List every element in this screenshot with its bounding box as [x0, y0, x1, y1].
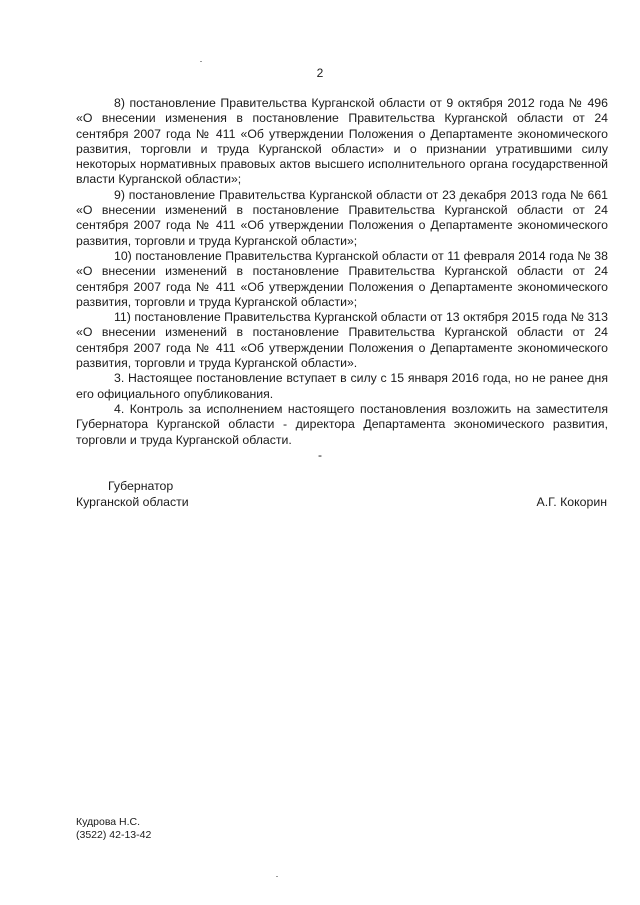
list-item: 8) постановление Правительства Курганской области от 9 октября 2012 года № 496 «О внесении изменения в постановление Правительства Курганской области от 24 сентября 2007 года № 411 «Об утверждении Положения о Департаменте экономического развития, торговли и труда Курганской области» и о признании утратившими силу некоторых нормативных правовых актов высшего исполнительного органа государственной власти Курганской области»;: [76, 96, 608, 187]
signatory-title: [76, 479, 189, 510]
document-body: [76, 96, 608, 448]
executor-name: Кудрова Н.С.: [76, 816, 141, 828]
clause-4: 4. Контроль за исполнением настоящего постановления возложить на заместителя Губернатора Курганской области - директора Департамента экономического развития, торговли и труда Курганской области.: [76, 401, 608, 447]
clause-3: 3. Настоящее постановление вступает в силу с 15 января 2016 года, но не ранее дня его официального опубликования.: [76, 371, 608, 401]
signatory-title-line1: Губернатор: [108, 479, 174, 493]
scan-speck: [200, 61, 202, 62]
list-item: 10) постановление Правительства Курганской области от 11 февраля 2014 года № 38 «О внесении изменений в постановление Правительства Курганской области от 24 сентября 2007 года № 411 «Об утверждении Положения о Департаменте экономического развития, торговли и труда Курганской области»;: [76, 248, 608, 309]
signatory-name: А.Г. Кокорин: [536, 495, 607, 509]
scan-speck: [276, 876, 278, 877]
list-item: 9) постановление Правительства Курганской области от 23 декабря 2013 года № 661 «О внесении изменений в постановление Правительства Курганской области от 24 сентября 2007 года № 411 «Об утверждении Положения о Департаменте экономического развития, торговли и труда Курганской области»;: [76, 187, 608, 248]
signatory-title-line2: Курганской области: [76, 494, 189, 509]
list-item: 11) постановление Правительства Курганской области от 13 октября 2015 года № 313 «О внесении изменений в постановление Правительства Курганской области от 24 сентября 2007 года № 411 «Об утверждении Положения о Департаменте экономического развития, торговли и труда Курганской области».: [76, 310, 608, 371]
separator-mark: -: [318, 448, 322, 462]
page-number: 2: [316, 66, 324, 80]
executor-phone: (3522) 42-13-42: [76, 829, 152, 841]
executor-block: [76, 816, 151, 842]
